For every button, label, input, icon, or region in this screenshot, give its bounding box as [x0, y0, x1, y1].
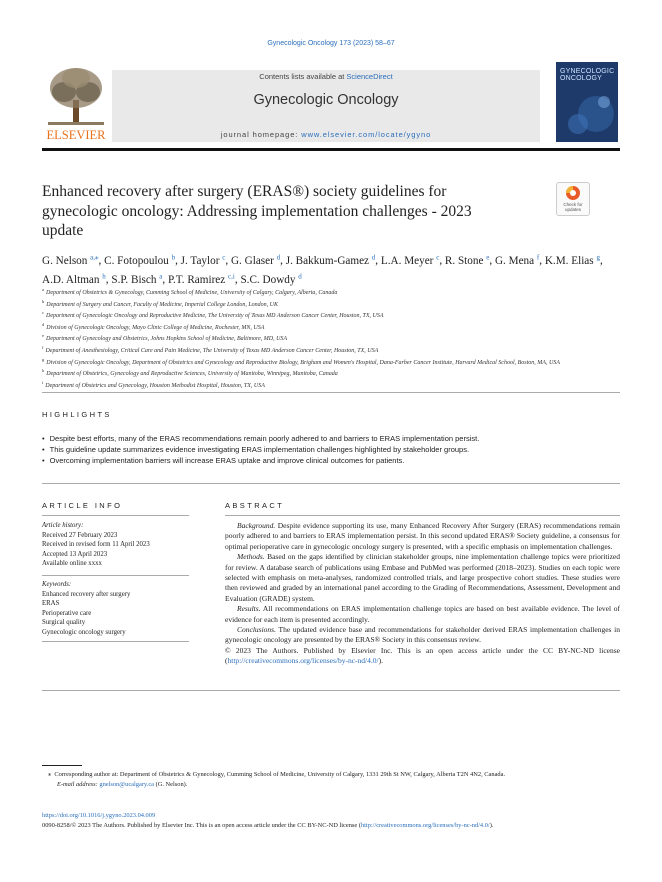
affiliation	[42, 356, 622, 368]
highlight-item: • Despite best efforts, many of the ERAS recommendations remain poorly adhered to and barriers to ERAS implementation persist.	[42, 433, 620, 444]
affiliation	[42, 379, 622, 391]
author-affiliation-mark: c,i	[228, 272, 235, 281]
author-name: L.A. Meyer	[380, 254, 434, 267]
divider	[42, 392, 620, 393]
issn-end: ).	[489, 822, 494, 829]
affiliation-text: Department of Anesthesiology, Critical Care and Pain Medicine, The University of Texas MD Anderson Cancer Center, Houston, TX, USA	[45, 347, 379, 354]
abstract-heading: ABSTRACT	[225, 501, 285, 510]
author-affiliation-mark: e	[486, 253, 490, 261]
email-owner: (G. Nelson).	[155, 780, 188, 788]
affiliation-text: Department of Obstetrics, Gynecology and Reproductive Sciences, University of Manitoba, Winnipeg, Manitoba, Canada	[46, 371, 338, 378]
author-affiliation-mark: a,⁎	[90, 253, 99, 261]
author-name: G. Glaser	[230, 254, 274, 267]
check-for-updates-label: Check for updates	[563, 202, 583, 212]
affiliation-text: Division of Gynecologic Oncology, Department of Obstetrics and Gynecology and Reproductive Biology, Brigham and Women's Hospital, Dana-Farber Cancer Institute, Harvard Medical School, Boston, MA, USA	[46, 359, 560, 366]
keywords-label: Keywords:	[42, 581, 72, 588]
journal-cover-image[interactable]	[556, 62, 618, 142]
author[interactable]	[111, 274, 162, 286]
author[interactable]	[545, 255, 600, 267]
affiliation-key: b	[42, 298, 45, 304]
doi-link[interactable]: https://doi.org/10.1016/j.ygyno.2023.04.009	[42, 812, 156, 819]
author[interactable]	[286, 255, 376, 267]
article-info-heading: ARTICLE INFO	[42, 501, 123, 510]
highlight-item: • Overcoming implementation barriers will increase ERAS uptake and improve clinical outcomes for patients.	[42, 455, 620, 466]
keyword: ERAS	[42, 600, 60, 608]
author-name: K.M. Elias	[544, 254, 594, 267]
sciencedirect-link[interactable]: ScienceDirect	[346, 72, 393, 81]
affiliation-text: Department of Obstetrics & Gynecology, Cumming School of Medicine, University of Calgary, Calgary, Alberta, Canada	[46, 290, 338, 296]
abstract-copyright	[225, 646, 620, 667]
highlights-list	[42, 433, 620, 466]
article-title: Enhanced recovery after surgery (ERAS®) society guidelines for gynecologic oncology: Addressing implementation challenges - 2023 update	[42, 183, 472, 239]
contents-prefix: Contents lists available at	[259, 72, 345, 81]
divider	[42, 690, 620, 691]
divider	[42, 641, 189, 642]
journal-header-box	[112, 70, 540, 142]
affiliation-key: d	[42, 321, 45, 327]
elsevier-wordmark: ELSEVIER	[46, 128, 106, 142]
license-link[interactable]: http://creativecommons.org/licenses/by-nc-nd/4.0/	[227, 656, 379, 666]
email-link[interactable]: gnelson@ucalgary.ca	[99, 780, 154, 788]
author-name: P.T. Ramirez	[167, 273, 226, 286]
homepage-link[interactable]: www.elsevier.com/locate/ygyno	[301, 130, 432, 139]
author-affiliation-mark: g	[596, 253, 600, 261]
author-affiliation-mark: f	[536, 253, 540, 261]
check-updates-icon	[557, 183, 589, 203]
author-affiliation-mark: c	[222, 253, 226, 261]
divider	[42, 575, 189, 576]
author-name: C. Fotopoulou	[104, 254, 169, 267]
author-name: R. Stone	[444, 254, 484, 267]
affiliation-text: Department of Obstetrics and Gynecology, Houston Methodist Hospital, Houston, TX, USA	[45, 382, 265, 389]
homepage-line	[112, 130, 540, 139]
footnote-mark: ⁎	[48, 771, 52, 778]
issn-line	[42, 822, 620, 829]
journal-name: Gynecologic Oncology	[253, 92, 399, 108]
elsevier-tree-icon	[42, 62, 110, 144]
abstract-background	[225, 521, 620, 552]
affiliation	[42, 309, 622, 321]
author-name: J. Taylor	[180, 254, 220, 267]
highlight-item: • This guideline update summarizes evidence investigating ERAS implementation challenges highlighted by stakeholder groups.	[42, 444, 620, 455]
affiliation	[42, 344, 622, 356]
author-name: G. Nelson	[42, 254, 88, 267]
author-name: S.P. Bisch	[111, 273, 157, 286]
homepage-prefix: journal homepage:	[220, 130, 299, 139]
author-affiliation-mark: a	[159, 272, 163, 281]
history-item: Received in revised form 11 April 2023	[42, 541, 150, 549]
affiliations-list	[42, 286, 622, 390]
affiliation	[42, 286, 622, 298]
results-text: All recommendations on ERAS implementation challenge topics are based on best available evidence. The level of evidence for each item is presented accordingly.	[225, 604, 620, 624]
affiliation-text: Division of Gynecologic Oncology, Mayo Clinic College of Medicine, Rochester, MN, USA	[46, 324, 265, 331]
author-name: J. Bakkum-Gamez	[285, 254, 369, 267]
abstract-body	[225, 521, 620, 667]
keyword: Enhanced recovery after surgery	[42, 590, 131, 598]
author-list: G. Nelson $^{a,⁎}$, C. Fotopoulou $^b$, J. Taylor $^c$, G. Glaser $^d$, J. Bakkum-Gamez $^d$, L.A. Meyer $^c$, R. Stone $^e$, G. Mena $^f$, K.M. Elias $^g$, A.D. Altman $^h$, S.P. Bisch $^a$, P.T. Ramirez $^{c,i}$, S.C. Dowdy $^d$	[42, 253, 603, 286]
divider	[42, 515, 189, 516]
affiliation	[42, 321, 622, 333]
affiliation-key: e	[42, 333, 44, 339]
background-text: Despite evidence supporting its use, many Enhanced Recovery After Surgery (ERAS) recommendations remain poorly adhered to and barriers to ERAS implementation persist. In this second updated ERAS® Society guideline, a consensus for optimal perioperative care in gynecologic oncology surgery is presented, with a specific emphasis on implementation challenges.	[225, 521, 620, 551]
history-item: Accepted 13 April 2023	[42, 550, 108, 558]
history-label: Article history:	[42, 522, 84, 529]
author-affiliation-mark: d	[371, 253, 376, 261]
author-affiliation-mark: c	[436, 253, 440, 261]
author-name: G. Mena	[494, 254, 535, 267]
issn-text: 0090-8258/© 2023 The Authors. Published by Elsevier Inc. This is an open access article under the CC BY-NC-ND license (	[42, 822, 361, 829]
keyword: Surgical quality	[42, 619, 86, 627]
affiliation	[42, 298, 622, 310]
author[interactable]	[168, 274, 235, 286]
author-affiliation-mark: d	[276, 253, 281, 261]
results-label: Results.	[237, 604, 261, 614]
affiliation-text: Department of Gynecology and Obstetrics, Johns Hopkins School of Medicine, Baltimore, MD, USA	[46, 336, 288, 343]
affiliation-key: g	[42, 356, 45, 362]
keywords-list	[42, 580, 192, 638]
cover-art-icon	[556, 62, 618, 142]
affiliation-text: Department of Surgery and Cancer, Faculty of Medicine, Imperial College London, London, UK	[46, 301, 278, 308]
author[interactable]	[181, 255, 226, 267]
abstract-methods	[225, 552, 620, 604]
author-name: S.C. Dowdy	[240, 273, 296, 286]
contents-line	[112, 72, 540, 81]
article-history	[42, 521, 192, 569]
elsevier-logo	[42, 62, 110, 144]
author[interactable]	[240, 274, 301, 286]
abstract-results	[225, 604, 620, 625]
email-label: E-mail address:	[57, 780, 98, 788]
corresponding-footnote	[48, 770, 620, 789]
affiliation-key: c	[42, 310, 44, 316]
affiliation-text: Department of Gynecologic Oncology and Reproductive Medicine, The University of Texas MD Anderson Cancer Center, Houston, TX, USA	[46, 313, 384, 320]
affiliation-key: a	[42, 287, 44, 292]
methods-text: Based on the gaps identified by clinician stakeholder groups, nine implementation challenge topics were prioritized for review. A database search of publications using Embase and PubMed was performed (2018–2023). Studies on each topic were selected with emphasis on meta-analyses, randomized controlled trials, and large prospective cohort studies. These studies were then reviewed and graded by an international panel according to the Grading of Recommendations, Assessment, Development and Evaluation (GRADE) system.	[225, 552, 621, 603]
history-item: Received 27 February 2023	[42, 531, 118, 539]
journal-reference[interactable]: Gynecologic Oncology 173 (2023) 58–67	[267, 40, 395, 47]
divider	[42, 483, 620, 484]
affiliation	[42, 367, 622, 379]
affiliation-key: f	[42, 344, 44, 350]
keyword: Perioperative care	[42, 609, 92, 617]
divider	[225, 515, 620, 516]
affiliation-key: h	[42, 368, 45, 374]
author-affiliation-mark: h	[102, 272, 106, 281]
author[interactable]	[104, 255, 175, 267]
methods-label: Methods.	[237, 552, 265, 562]
author[interactable]	[381, 255, 439, 267]
highlights-heading: HIGHLIGHTS	[42, 410, 112, 419]
author-affiliation-mark: b	[171, 253, 176, 261]
abstract-conclusions	[225, 625, 620, 646]
author[interactable]	[42, 255, 99, 267]
footnote-divider	[42, 765, 82, 766]
header-divider	[42, 148, 620, 151]
author-affiliation-mark: d	[298, 272, 302, 281]
copyright-end: ).	[378, 656, 383, 666]
author[interactable]	[495, 255, 539, 267]
keyword: Gynecologic oncology surgery	[42, 628, 126, 636]
affiliation-key: i	[42, 379, 44, 385]
conclusions-text: The updated evidence base and recommendations for stakeholder derived ERAS implementation challenges in gynecologic oncology are presented by the ERAS® Society in this consensus review.	[225, 625, 620, 645]
copyright-text: © 2023 The Authors. Published by Elsevier Inc. This is an open access article under the CC BY-NC-ND license (	[225, 645, 620, 666]
cover-title: GYNECOLOGIC ONCOLOGY	[560, 68, 615, 82]
author-name: A.D. Altman	[42, 273, 100, 286]
affiliation	[42, 332, 622, 344]
background-label: Background.	[237, 521, 276, 530]
history-item: Available online xxxx	[42, 560, 102, 568]
issn-license-link[interactable]: http://creativecommons.org/licenses/by-nc-nd/4.0/	[360, 822, 490, 829]
author[interactable]	[42, 274, 106, 286]
corresponding-text: Corresponding author at: Department of Obstetrics & Gynecology, Cumming School of Medicine, University of Calgary, 1331 29th St NW, Calgary, Alberta T2N 4N2, Canada.	[54, 771, 506, 778]
author[interactable]	[231, 255, 280, 267]
conclusions-label: Conclusions.	[237, 625, 276, 635]
author[interactable]	[445, 255, 489, 267]
